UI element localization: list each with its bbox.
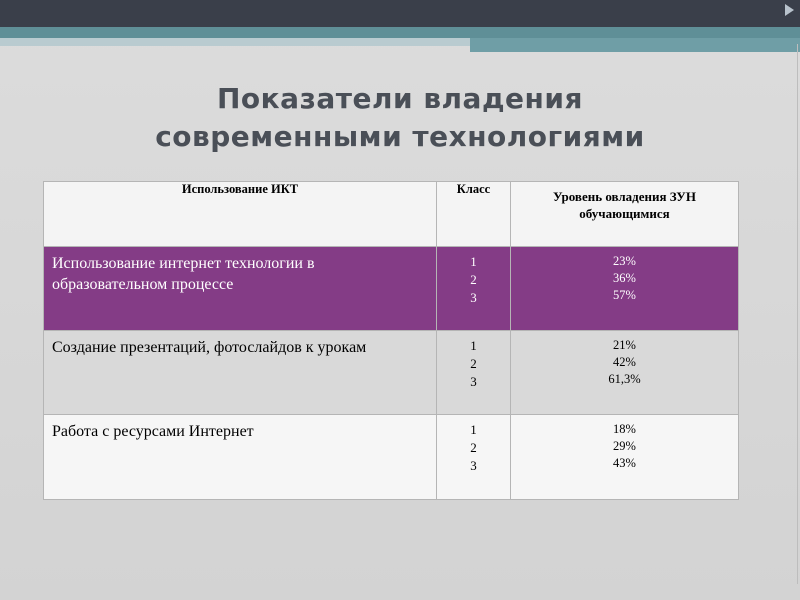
class-cell [437,415,511,500]
class-value: 3 [470,374,477,389]
level-cell [511,331,739,415]
header-skill-level: Уровень овладения ЗУН обучающимися [511,182,739,247]
top-teal-bar [0,27,800,38]
level-value: 23% [613,254,636,268]
level-value: 18% [613,422,636,436]
class-value: 3 [470,458,477,473]
class-value: 3 [470,290,477,305]
class-cell [437,331,511,415]
right-frame-line [797,44,798,584]
activity-cell: Работа с ресурсами Интернет [44,415,437,500]
level-cell [511,415,739,500]
class-value: 1 [470,422,477,437]
table-header-row [44,182,739,247]
level-value: 36% [613,271,636,285]
corner-arrow-icon [785,4,794,16]
slide-title-line-2: современными технологиями [155,120,645,153]
ict-skills-table [43,181,739,500]
top-dark-bar [0,0,800,27]
activity-cell: Создание презентаций, фотослайдов к урокам [44,331,437,415]
level-value: 61,3% [608,372,641,386]
level-value: 21% [613,338,636,352]
class-cell [437,247,511,331]
slide-title-line-1: Показатели владения [217,82,583,115]
level-value: 57% [613,288,636,302]
class-value: 2 [470,356,477,371]
level-value: 42% [613,355,636,369]
table-row [44,331,739,415]
table-row [44,247,739,331]
slide-title [60,80,740,156]
top-teal-accent-bar [470,38,800,52]
header-ict-usage: Использование ИКТ [44,182,437,247]
header-class: Класс [437,182,511,247]
top-light-bar [0,38,470,46]
table-row [44,415,739,500]
class-value: 1 [470,254,477,269]
class-value: 2 [470,272,477,287]
level-cell [511,247,739,331]
level-value: 43% [613,456,636,470]
class-value: 2 [470,440,477,455]
class-value: 1 [470,338,477,353]
activity-cell: Использование интернет технологии в образовательном процессе [44,247,437,331]
level-value: 29% [613,439,636,453]
